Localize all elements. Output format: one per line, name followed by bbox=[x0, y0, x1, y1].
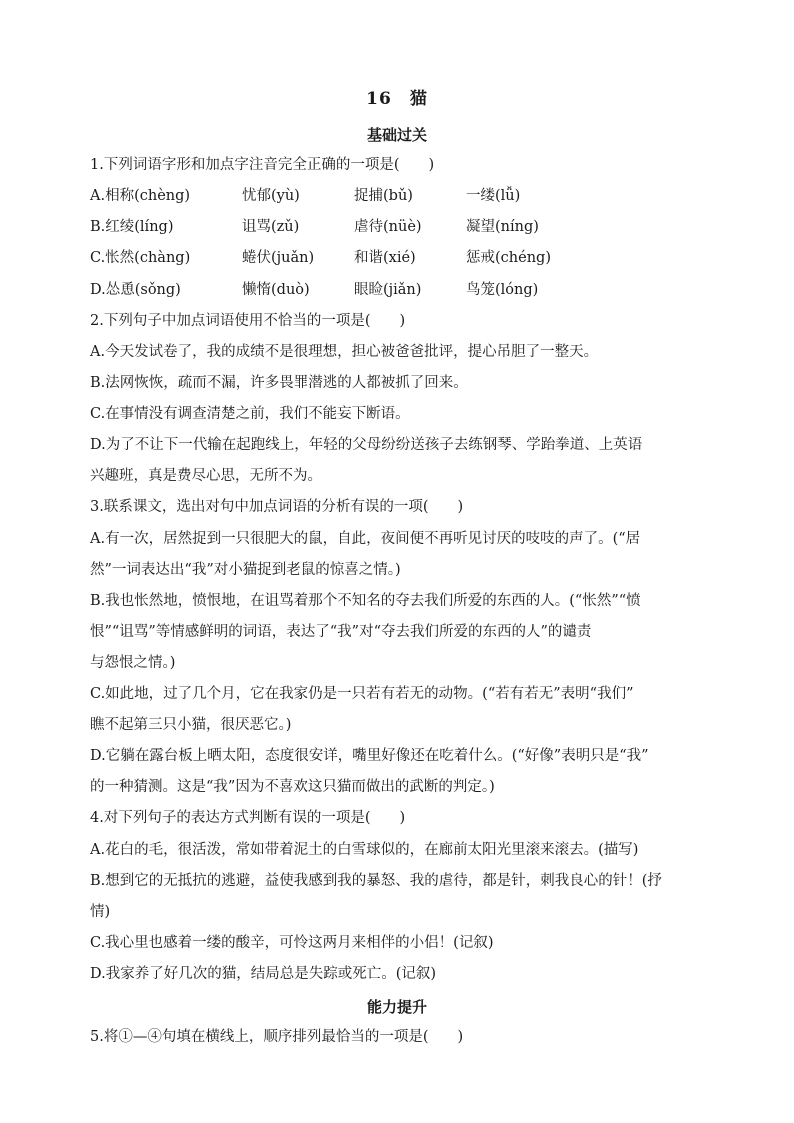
question-4-option-a: A.花白的毛，很活泼，常如带着泥土的白雪球似的，在廊前太阳光里滚来滚去。(描写) bbox=[90, 842, 639, 858]
question-2-option-a: A.今天发试卷了，我的成绩不是很理想，担心被爸爸批评，提心吊胆了一整天。 bbox=[90, 344, 599, 360]
option-word: 忧郁(yù) bbox=[242, 188, 300, 204]
option-word: B.红绫(líng) bbox=[90, 219, 174, 235]
question-1-stem: 1.下列词语字形和加点字注音完全正确的一项是( ) bbox=[90, 157, 435, 173]
question-4-option-b: B.想到它的无抵抗的逃避，益使我感到我的暴怒、我的虐待，都是针，刺我良心的针！(抒 bbox=[90, 873, 662, 889]
question-2-option-b: B.法网恢恢，疏而不漏，许多畏罪潜逃的人都被抓了回来。 bbox=[90, 375, 468, 391]
question-4-stem: 4.对下列句子的表达方式判断有误的一项是( ) bbox=[90, 810, 406, 826]
option-word: 眼睑(jiǎn) bbox=[354, 282, 422, 298]
question-3-stem: 3.联系课文，选出对句中加点词语的分析有误的一项( ) bbox=[90, 499, 464, 515]
page-title: 16 猫 bbox=[366, 89, 428, 109]
question-2-stem: 2.下列句子中加点词语使用不恰当的一项是( ) bbox=[90, 313, 406, 329]
question-2-option-c: C.在事情没有调查清楚之前，我们不能妄下断语。 bbox=[90, 406, 410, 422]
option-word: A.相称(chèng) bbox=[90, 188, 191, 204]
option-word: D.怂恿(sǒng) bbox=[90, 282, 181, 298]
question-2-option-d: D.为了不让下一代输在起跑线上，年轻的父母纷纷送孩子去练钢琴、学跆拳道、上英语 bbox=[90, 437, 643, 453]
option-word: 凝望(níng) bbox=[466, 219, 539, 235]
question-3-option-b: B.我也怅然地，愤恨地，在诅骂着那个不知名的夺去我们所爱的东西的人。(“怅然”“愤 bbox=[90, 593, 641, 609]
option-word: 懒惰(duò) bbox=[242, 282, 310, 298]
question-3-option-b-cont2: 与怨恨之情。) bbox=[90, 655, 176, 671]
question-3-option-c: C.如此地，过了几个月，它在我家仍是一只若有若无的动物。(“若有若无”表明“我们” bbox=[90, 686, 634, 702]
option-word: 鸟笼(lóng) bbox=[466, 282, 539, 298]
question-2-option-d-cont: 兴趣班，真是费尽心思，无所不为。 bbox=[90, 468, 322, 484]
option-word: 捉捕(bǔ) bbox=[354, 188, 413, 204]
option-word: 诅骂(zǔ) bbox=[242, 219, 300, 235]
question-4-option-d: D.我家养了好几次的猫，结局总是失踪或死亡。(记叙) bbox=[90, 966, 437, 982]
question-3-option-a: A.有一次，居然捉到一只很肥大的鼠，自此，夜间便不再听见讨厌的吱吱的声了。(“居 bbox=[90, 531, 641, 547]
option-word: 一缕(lǚ) bbox=[466, 188, 521, 204]
question-3-option-c-cont: 瞧不起第三只小猫，很厌恶它。) bbox=[90, 717, 292, 733]
question-4-option-c: C.我心里也感着一缕的酸辛，可怜这两月来相伴的小侣！(记叙) bbox=[90, 935, 494, 951]
section-heading-basic: 基础过关 bbox=[366, 126, 427, 144]
question-3-option-d-cont: 的一种猜测。这是“我”因为不喜欢这只猫而做出的武断的判定。) bbox=[90, 779, 495, 795]
question-3-option-b-cont: 恨”“诅骂”等情感鲜明的词语，表达了“我”对“夺去我们所爱的东西的人”的谴责 bbox=[90, 624, 592, 640]
option-word: 蜷伏(juǎn) bbox=[242, 250, 315, 266]
option-word: C.怅然(chàng) bbox=[90, 250, 191, 266]
option-word: 惩戒(chéng) bbox=[466, 250, 551, 266]
question-3-option-a-cont: 然”一词表达出“我”对小猫捉到老鼠的惊喜之情。) bbox=[90, 562, 401, 578]
option-word: 和谐(xié) bbox=[354, 250, 416, 266]
question-3-option-d: D.它躺在露台板上晒太阳，态度很安详，嘴里好像还在吃着什么。(“好像”表明只是“我” bbox=[90, 748, 649, 764]
question-4-option-b-cont: 情) bbox=[90, 904, 111, 920]
section-heading-advanced: 能力提升 bbox=[366, 998, 427, 1016]
question-5-stem: 5.将①—④句填在横线上，顺序排列最恰当的一项是( ) bbox=[90, 1029, 464, 1045]
option-word: 虐待(nüè) bbox=[354, 219, 422, 235]
